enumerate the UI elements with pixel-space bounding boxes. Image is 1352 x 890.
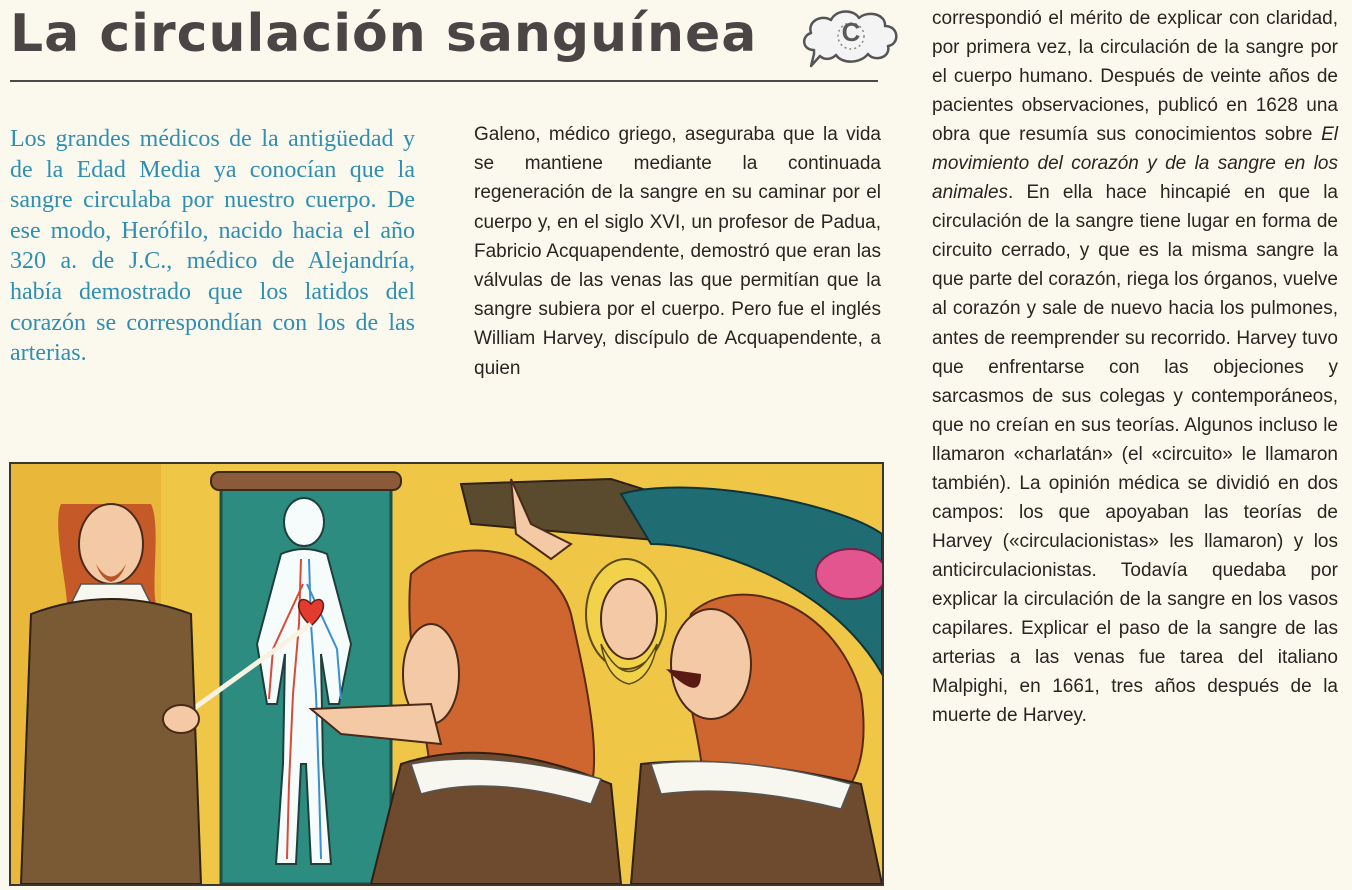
- page-title: La circulación sanguínea: [10, 4, 758, 64]
- column-3-text-start: correspondió el mérito de explicar con claridad, por primera vez, la circulación de la sangre por el cuerpo humano. Después de veinte años de pacientes observaciones, publicó en 1628 una obra que resumía sus conocimientos sobre: [932, 8, 1338, 146]
- column-3-text-end: . En ella hace hincapié en que la circulación de la sangre tiene lugar en forma de circuito cerrado, y que es la misma sangre la que parte del corazón, riega los órganos, vuelve al corazón y sale de nuevo hacia los pulmones, antes de reemprender su recorrido. Harvey tuvo que enfrentarse con las objeciones y sarcasmos de sus colegas y contemporáneos, que no creían en sus teorías. Algunos incluso le llamaron «charlatán» (el «circuito» le llamaron también). La opinión médica se dividió en dos campos: los que apoyaban las teorías de Harvey («circulacionistas» les llamaron) y los anticirculacionistas. Todavía quedaba por explicar la circulación de la sangre en los vasos capilares. Explicar el paso de la sangre de las arterias a las venas fue tarea del italiano Malpighi, en 1661, tres años después de la muerte de Harvey.: [932, 182, 1338, 727]
- column-3-paragraph: [932, 4, 1338, 730]
- intro-paragraph: Los grandes médicos de la antigüedad y de la Edad Media ya conocían que la sangre circulaba por nuestro cuerpo. De ese modo, Herófilo, nacido hacia el año 320 a. de J.C., médico de Alejandría, había demostrado que los latidos del corazón se correspondían con los de las arterias.: [10, 126, 415, 367]
- title-divider: [10, 80, 878, 82]
- cloud-badge: [798, 6, 904, 72]
- column-2-paragraph: Galeno, médico griego, aseguraba que la vida se mantiene mediante la continuada regeneración de la sangre en su caminar por el cuerpo y, en el siglo XVI, un profesor de Padua, Fabricio Acquapendente, demostró que eran las válvulas de las venas las que permitían que la sangre subiera por el cuerpo. Pero fue el inglés William Harvey, discípulo de Acquapendente, a quien: [474, 124, 881, 379]
- harvey-illustration: [9, 462, 884, 886]
- illustration-drawing: [11, 464, 882, 884]
- scroll-rod: [211, 472, 401, 490]
- badge-letter: C: [841, 17, 861, 47]
- book-title: El movimiento del corazón y de la sangre en los animales: [932, 124, 1338, 204]
